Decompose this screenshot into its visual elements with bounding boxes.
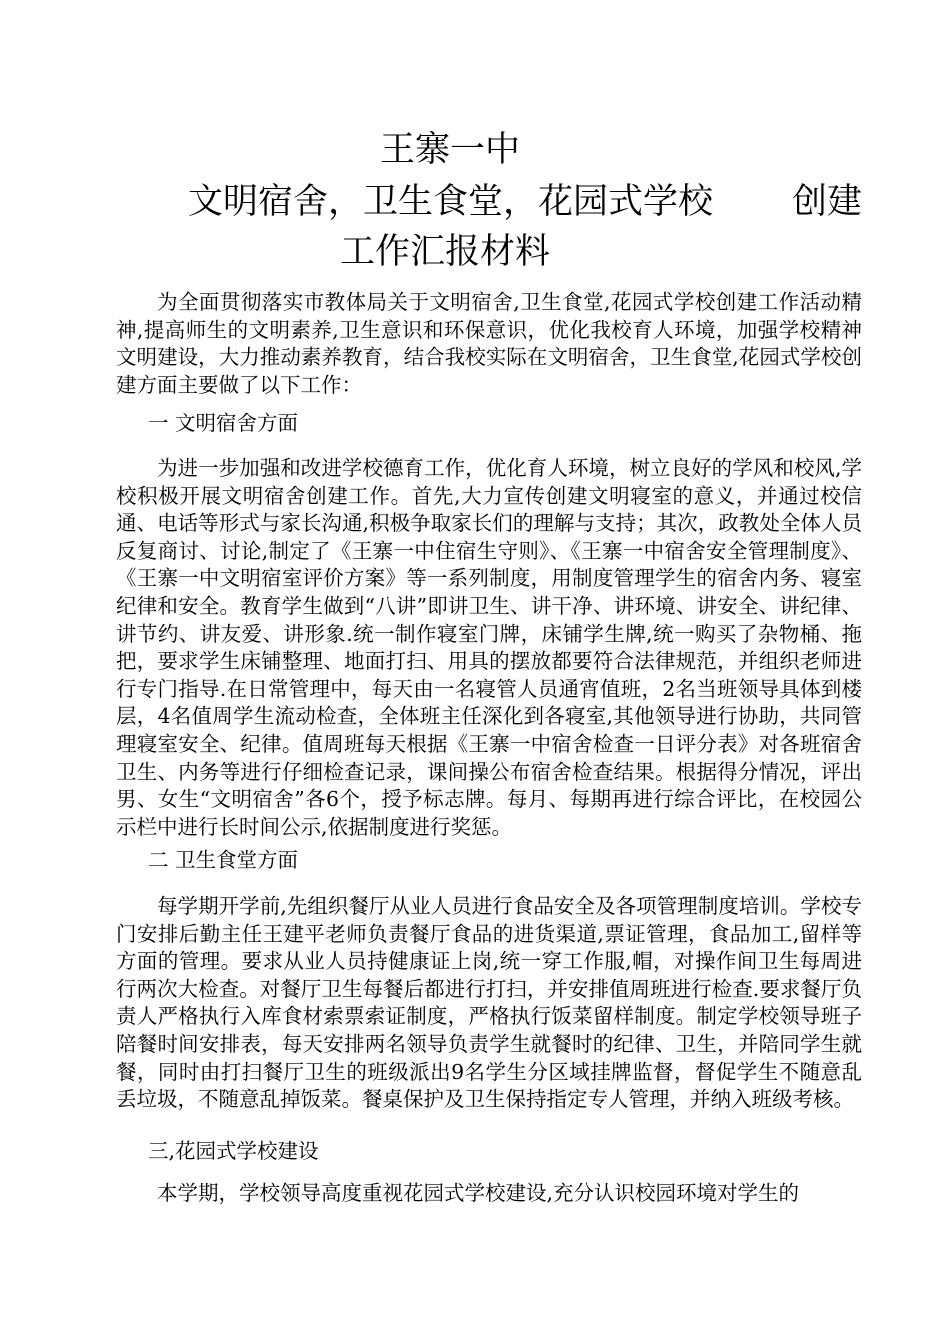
section-body-garden: 本学期，学校领导高度重视花园式学校建设,充分认识校园环境对学生的: [157, 1181, 800, 1205]
title-line-2-tail: 创建: [792, 182, 863, 222]
title-line-1: 王寨一中: [380, 130, 521, 170]
section-heading-dormitory: 一 文明宿舍方面: [148, 411, 299, 435]
intro-paragraph: 为全面贯彻落实市教体局关于文明宿舍,卫生食堂,花园式学校创建工作活动精神,提高师生的文明素养,卫生意识和环保意识，优化我校育人环境，加强学校精神文明建设，大力推动素养教育，结合我校实际在文明宿舍，卫生食堂,花园式学校创建方面主要做了以下工作：: [116, 290, 862, 397]
section-body-canteen: 每学期开学前,先组织餐厅从业人员进行食品安全及各项管理制度培训。学校专门安排后勤主任王建平老师负责餐厅食品的进货渠道,票证管理，食品加工,留样等方面的管理。要求从业人员持健康证上岗,统一穿工作服,帽，对操作间卫生每周进行两次大检查。对餐厅卫生每餐后都进行打扫，并安排值周班进行检查.要求餐厅负责人严格执行入库食材索票索证制度，严格执行饭菜留样制度。制定学校领导班子陪餐时间安排表，每天安排两名领导负责学生就餐时的纪律、卫生，并陪同学生就餐，同时由打扫餐厅卫生的班级派出9名学生分区域挂牌监督，督促学生不随意乱丢垃圾，不随意乱掉饭菜。餐桌保护及卫生保持指定专人管理，并纳入班级考核。: [116, 894, 862, 1112]
title-line-2: 文明宿舍，卫生食堂，花园式学校: [188, 182, 714, 222]
section-body-dormitory: 为进一步加强和改进学校德育工作，优化育人环境，树立良好的学风和校风,学校积极开展文明宿舍创建工作。首先,大力宣传创建文明寝室的意义，并通过校信通、电话等形式与家长沟通,积极争取家长们的理解与支持；其次，政教处全体人员反复商讨、讨论,制定了《王寨一中住宿生守则》、《王寨一中宿舍安全管理制度》、《王寨一中文明宿室评价方案》等一系列制度，用制度管理学生的宿舍内务、寝室纪律和安全。教育学生做到“八讲”即讲卫生、讲干净、讲环境、讲安全、讲纪律、讲节约、讲友爱、讲形象.统一制作寝室门牌，床铺学生牌,统一购买了杂物桶、拖把，要求学生床铺整理、地面打扫、用具的摆放都要符合法律规范，并组织老师进行专门指导.在日常管理中，每天由一名寝管人员通宵值班，2名当班领导具体到楼层，4名值周学生流动检查，全体班主任深化到各寝室,其他领导进行协助，共同管理寝室安全、纪律。值周班每天根据《王寨一中宿舍检查一日评分表》对各班宿舍卫生、内务等进行仔细检查记录，课间操公布宿舍检查结果。根据得分情况，评出男、女生“文明宿舍”各6个，授予标志牌。每月、每期再进行综合评比，在校园公示栏中进行长时间公示,依据制度进行奖惩。: [116, 456, 862, 839]
section-heading-canteen: 二 卫生食堂方面: [148, 848, 299, 872]
section-heading-garden: 三,花园式学校建设: [148, 1139, 319, 1163]
title-line-3: 工作汇报材料: [340, 232, 551, 272]
